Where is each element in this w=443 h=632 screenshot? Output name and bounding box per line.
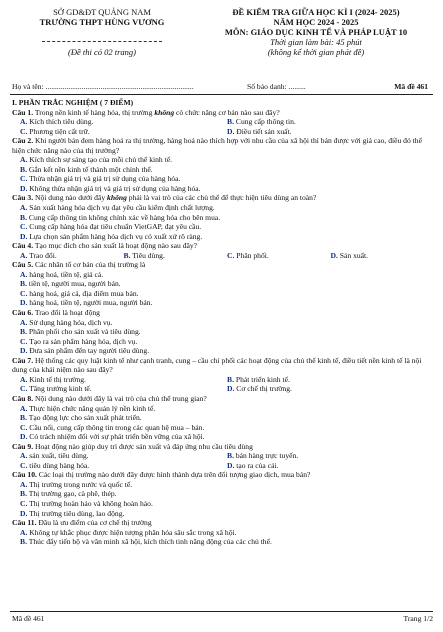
question-3: Câu 3. Nội dung nào dưới đây không phải là vai trò của các chủ thể để thực hiện tiêu dùng an toàn? A. Sản xuất hàng hóa dịch vụ đạt yêu cầu kiểm định chất lượng. B. Cung cấp thông tin không chính xác về hàng hóa cho bên mua. C. Cung cấp hàng hóa đạt tiêu chuẩn VietGAP, đạt yêu cầu. D. Lựa chọn sản phẩm hàng hóa dịch vụ có xuất xứ rõ ràng. <box>12 193 317 241</box>
department-name: SỞ GD&ĐT QUẢNG NAM <box>53 7 151 17</box>
question-5: Câu 5. Các nhân tố cơ bản của thị trường là A. hàng hoá, tiền tệ, giá cả. B. tiền tệ, người mua, người bán. C. hàng hoá, giá cả, địa điểm mua bán. D. hàng hoá, tiền tệ, người mua, người bán. <box>12 260 153 308</box>
time-note: (không kể thời gian phát đề) <box>267 47 365 57</box>
time-limit: Thời gian làm bài: 45 phút <box>270 37 362 47</box>
question-8: Câu 8. Nội dung nào dưới đây là vai trò của chủ thể trung gian? A. Thực hiện chức năng quản lý nền kinh tế. B. Tạo động lực cho sản xuất phát triển. C. Cầu nối, cung cấp thông tin trong các quan hệ mua – bán. D. Có trách nhiệm đối với sự phát triển bền vững của xã hội. <box>12 393 207 442</box>
header-right <box>196 7 436 57</box>
exam-title: ĐỀ KIỂM TRA GIỮA HỌC KÌ I (2024- 2025) <box>232 7 400 17</box>
question-6: Câu 6. Trao đổi là hoạt động A. Sử dụng hàng hóa, dịch vụ. B. Phân phối cho sản xuất và tiêu dùng. C. Tạo ra sản phẩm hàng hóa, dịch vụ. D. Đưa sản phẩm đến tay người tiêu dùng. <box>12 308 150 356</box>
question-4: Câu 4. Tạo mục đích cho sản xuất là hoạt động nào sau đây? A. Trao đổi. B. Tiêu dùng. C. Phân phối. D. Sản xuất. <box>12 241 369 260</box>
question-1: Câu 1. Trong nền kinh tế hàng hóa, thị trường không có chức năng cơ bản nào sau đây? A. Kích thích tiêu dùng. B. Cung cấp thông tin. C. Phương tiện cất trữ. D. Điều tiết sản xuất. <box>12 107 296 136</box>
candidate-number-label: Số báo danh: ......... <box>247 82 306 91</box>
question-9: Câu 9. Hoạt động nào giúp duy trì được sản xuất và đáp ứng nhu cầu tiêu dùng A. sản xuất, tiêu dùng. B. bán hàng trực tuyến. C. tiêu dùng hàng hóa. D. tạo ra của cải. <box>12 441 299 470</box>
school-name: TRƯỜNG THPT HÙNG VƯƠNG <box>39 17 165 27</box>
exam-body <box>12 98 434 547</box>
school-year: NĂM HỌC 2024 - 2025 <box>273 17 359 27</box>
divider <box>42 41 162 45</box>
header-left <box>12 7 192 57</box>
section-title: I. PHẦN TRẮC NGHIỆM ( 7 ĐIỂM) <box>12 98 134 107</box>
footer-page-number: Trang 1/2 <box>403 614 433 623</box>
candidate-info <box>12 82 432 92</box>
question-2: Câu 2. Khi người bán đem hàng hoá ra thị trường, hàng hoá nào thích hợp với nhu cầu của xã hội thì bán được với giá cao, điều đó thể hiện chức năng nào của thị trường? A. Kích thích sự sáng tạo của mỗi chủ thể kinh tế. B. Gắn kết nền kinh tế thành một chỉnh thể. C. Thừa nhận giá trị và giá trị sử dụng của hàng hóa. D. Không thừa nhận giá trị và giá trị sử dụng của hàng hóa. <box>12 136 422 193</box>
question-7: Câu 7. Hệ thống các quy luật kinh tế như cạnh tranh, cung – cầu chi phối các hoạt động của chủ thể kinh tế, điều tiết nền kinh tế là nội dung của khái niệm nào sau đây? A. Kinh tế thị trường. B. Phát triển kinh tế. C. Tăng trưởng kinh tế. D. Cơ chế thị trường. <box>12 355 422 394</box>
name-field-label: Họ và tên: .............................................................................. <box>12 82 194 91</box>
exam-code: Mã đề 461 <box>394 82 428 91</box>
subject-name: MÔN: GIÁO DỤC KINH TẾ VÀ PHÁP LUẬT 10 <box>224 27 408 37</box>
question-10: Câu 10. Các loại thị trường nào dưới đây được hình thành dựa trên đối tượng giao dịch, mua bán? A. Thị trường trong nước và quốc tế. B. Thị trường gạo, cà phê, thép. C. Thị trường hoàn hảo và không hoàn hảo. D. Thị trường tiêu dùng, lao động. <box>12 470 311 518</box>
footer-exam-code: Mã đề 461 <box>12 614 45 623</box>
header-rule <box>10 94 433 95</box>
page-count-note: (Đề thi có 02 trang) <box>68 47 136 57</box>
question-11: Câu 11. Đâu là ưu điểm của cơ chế thị trường A. Không tự khắc phục được hiện tượng phân hóa sâu sắc trong xã hội. B. Thúc đẩy tiến bộ và văn minh xã hội, kích thích tinh năng động của các chủ thể. <box>12 518 272 547</box>
footer-rule <box>10 611 433 612</box>
